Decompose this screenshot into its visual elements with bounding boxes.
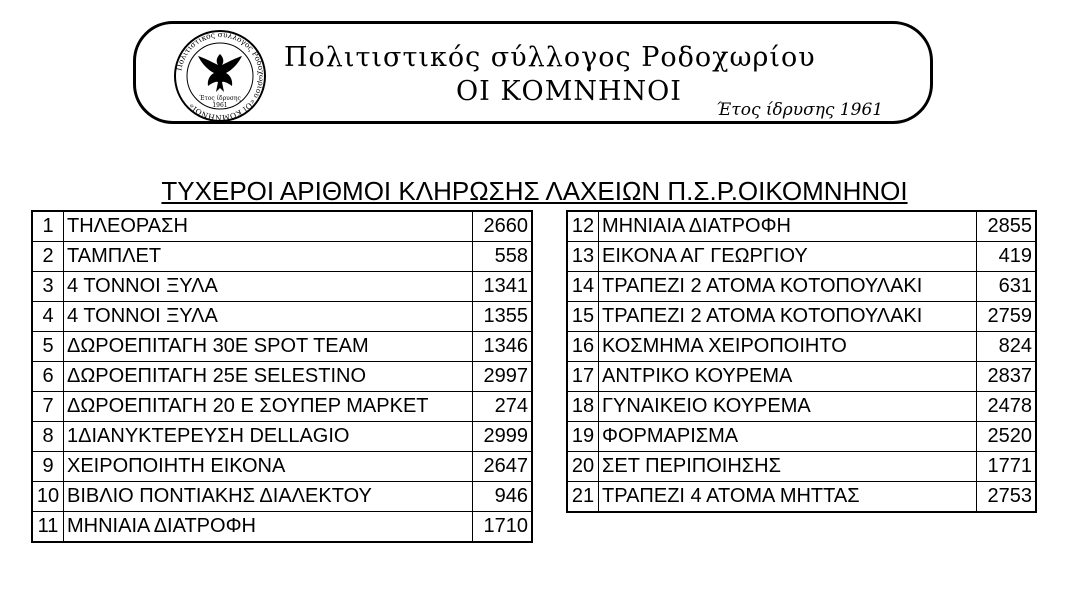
draw-number-cell: 2 xyxy=(32,242,64,272)
prize-name-cell: ΦΟΡΜΑΡΙΣΜΑ xyxy=(599,422,977,452)
winning-number-cell: 2753 xyxy=(977,482,1037,513)
table-row xyxy=(567,302,1036,332)
winning-number-cell: 1355 xyxy=(473,302,533,332)
draw-number-cell: 15 xyxy=(567,302,599,332)
winning-number-cell: 2478 xyxy=(977,392,1037,422)
table-row xyxy=(32,482,532,512)
table-row xyxy=(32,211,532,242)
winning-number-cell: 558 xyxy=(473,242,533,272)
prize-name-cell: ΔΩΡΟΕΠΙΤΑΓΗ 25Ε SELESTINO xyxy=(64,362,473,392)
draw-number-cell: 12 xyxy=(567,211,599,242)
club-name: Πολιτιστικός σύλλογος Ροδοχωρίου xyxy=(284,42,816,73)
table-row xyxy=(32,242,532,272)
table-row xyxy=(567,392,1036,422)
winning-number-cell: 419 xyxy=(977,242,1037,272)
draw-number-cell: 18 xyxy=(567,392,599,422)
draw-number-cell: 17 xyxy=(567,362,599,392)
prize-table-right xyxy=(566,210,1037,513)
winning-number-cell: 2999 xyxy=(473,422,533,452)
draw-number-cell: 7 xyxy=(32,392,64,422)
table-row xyxy=(32,332,532,362)
draw-number-cell: 21 xyxy=(567,482,599,513)
table-row xyxy=(567,422,1036,452)
draw-number-cell: 5 xyxy=(32,332,64,362)
winning-number-cell: 2759 xyxy=(977,302,1037,332)
table-row xyxy=(567,452,1036,482)
draw-number-cell: 3 xyxy=(32,272,64,302)
winning-number-cell: 2660 xyxy=(473,211,533,242)
header-banner xyxy=(133,21,933,124)
draw-number-cell: 9 xyxy=(32,452,64,482)
winning-number-cell: 274 xyxy=(473,392,533,422)
prize-name-cell: ΧΕΙΡΟΠΟΙΗΤΗ ΕΙΚΟΝΑ xyxy=(64,452,473,482)
prize-name-cell: ΤΡΑΠΕΖΙ 2 ΑΤΟΜΑ ΚΟΤΟΠΟΥΛΑΚΙ xyxy=(599,272,977,302)
prize-name-cell: ΤΡΑΠΕΖΙ 2 ΑΤΟΜΑ ΚΟΤΟΠΟΥΛΑΚΙ xyxy=(599,302,977,332)
table-row xyxy=(567,362,1036,392)
prize-name-cell: 4 ΤΟΝΝΟΙ ΞΥΛΑ xyxy=(64,302,473,332)
table-row xyxy=(567,332,1036,362)
prize-name-cell: ΜΗΝΙΑΙΑ ΔΙΑΤΡΟΦΗ xyxy=(599,211,977,242)
prize-name-cell: ΤΡΑΠΕΖΙ 4 ΑΤΟΜΑ ΜΗΤΤΑΣ xyxy=(599,482,977,513)
prize-name-cell: ΓΥΝΑΙΚΕΙΟ ΚΟΥΡΕΜΑ xyxy=(599,392,977,422)
draw-number-cell: 4 xyxy=(32,302,64,332)
winning-number-cell: 1346 xyxy=(473,332,533,362)
svg-text:Πολιτιστικός σύλλογος Ροδοχωρί: Πολιτιστικός σύλλογος Ροδοχωρίου «ΟΙ ΚΟΜΝΗΝΟΙ» xyxy=(174,29,267,123)
prize-name-cell: ΣΕΤ ΠΕΡΙΠΟΙΗΣΗΣ xyxy=(599,452,977,482)
prize-name-cell: 4 ΤΟΝΝΟΙ ΞΥΛΑ xyxy=(64,272,473,302)
draw-number-cell: 16 xyxy=(567,332,599,362)
winning-number-cell: 2855 xyxy=(977,211,1037,242)
prize-name-cell: 1ΔΙΑΝΥΚΤΕΡΕΥΣΗ DELLAGIO xyxy=(64,422,473,452)
draw-number-cell: 11 xyxy=(32,512,64,543)
winning-number-cell: 2837 xyxy=(977,362,1037,392)
table-row xyxy=(567,482,1036,513)
prize-name-cell: ΔΩΡΟΕΠΙΤΑΓΗ 30Ε SPOT TEAM xyxy=(64,332,473,362)
prize-name-cell: ΒΙΒΛΙΟ ΠΟΝΤΙΑΚΗΣ ΔΙΑΛΕΚΤΟΥ xyxy=(64,482,473,512)
prize-table-left xyxy=(31,210,533,543)
draw-number-cell: 6 xyxy=(32,362,64,392)
winning-number-cell: 946 xyxy=(473,482,533,512)
table-row xyxy=(567,242,1036,272)
table-row xyxy=(32,452,532,482)
winning-number-cell: 1341 xyxy=(473,272,533,302)
winning-number-cell: 1771 xyxy=(977,452,1037,482)
table-row xyxy=(567,272,1036,302)
founded-year: Έτος ίδρυσης 1961 xyxy=(716,100,884,120)
prize-name-cell: ΤΑΜΠΛΕΤ xyxy=(64,242,473,272)
table-row xyxy=(32,512,532,543)
draw-number-cell: 13 xyxy=(567,242,599,272)
table-row xyxy=(32,302,532,332)
draw-number-cell: 14 xyxy=(567,272,599,302)
page-title: ΤΥΧΕΡΟΙ ΑΡΙΘΜΟΙ ΚΛΗΡΩΣΗΣ ΛΑΧΕΙΩΝ Π.Σ.Ρ.ΟΙΚΟΜΝΗΝΟΙ xyxy=(161,176,908,206)
table-row xyxy=(32,422,532,452)
prize-name-cell: ΑΝΤΡΙΚΟ ΚΟΥΡΕΜΑ xyxy=(599,362,977,392)
draw-number-cell: 1 xyxy=(32,211,64,242)
winning-number-cell: 824 xyxy=(977,332,1037,362)
prize-name-cell: ΕΙΚΟΝΑ ΑΓ ΓΕΩΡΓΙΟΥ xyxy=(599,242,977,272)
club-subtitle: ΟΙ ΚΟΜΝΗΝΟΙ xyxy=(456,76,682,107)
draw-number-cell: 20 xyxy=(567,452,599,482)
svg-text:Έτος ίδρυσης: Έτος ίδρυσης xyxy=(199,95,241,102)
draw-number-cell: 19 xyxy=(567,422,599,452)
prize-name-cell: ΔΩΡΟΕΠΙΤΑΓΗ 20 Ε ΣΟΥΠΕΡ ΜΑΡΚΕΤ xyxy=(64,392,473,422)
table-row xyxy=(567,211,1036,242)
draw-number-cell: 8 xyxy=(32,422,64,452)
table-row xyxy=(32,392,532,422)
table-row xyxy=(32,362,532,392)
draw-number-cell: 10 xyxy=(32,482,64,512)
winning-number-cell: 2647 xyxy=(473,452,533,482)
svg-text:1961: 1961 xyxy=(212,102,228,109)
winning-number-cell: 2520 xyxy=(977,422,1037,452)
club-seal-logo xyxy=(172,28,268,124)
prize-name-cell: ΚΟΣΜΗΜΑ ΧΕΙΡΟΠΟΙΗΤΟ xyxy=(599,332,977,362)
winning-number-cell: 1710 xyxy=(473,512,533,543)
winning-number-cell: 631 xyxy=(977,272,1037,302)
prize-name-cell: ΤΗΛΕΟΡΑΣΗ xyxy=(64,211,473,242)
prize-name-cell: ΜΗΝΙΑΙΑ ΔΙΑΤΡΟΦΗ xyxy=(64,512,473,543)
table-row xyxy=(32,272,532,302)
winning-number-cell: 2997 xyxy=(473,362,533,392)
